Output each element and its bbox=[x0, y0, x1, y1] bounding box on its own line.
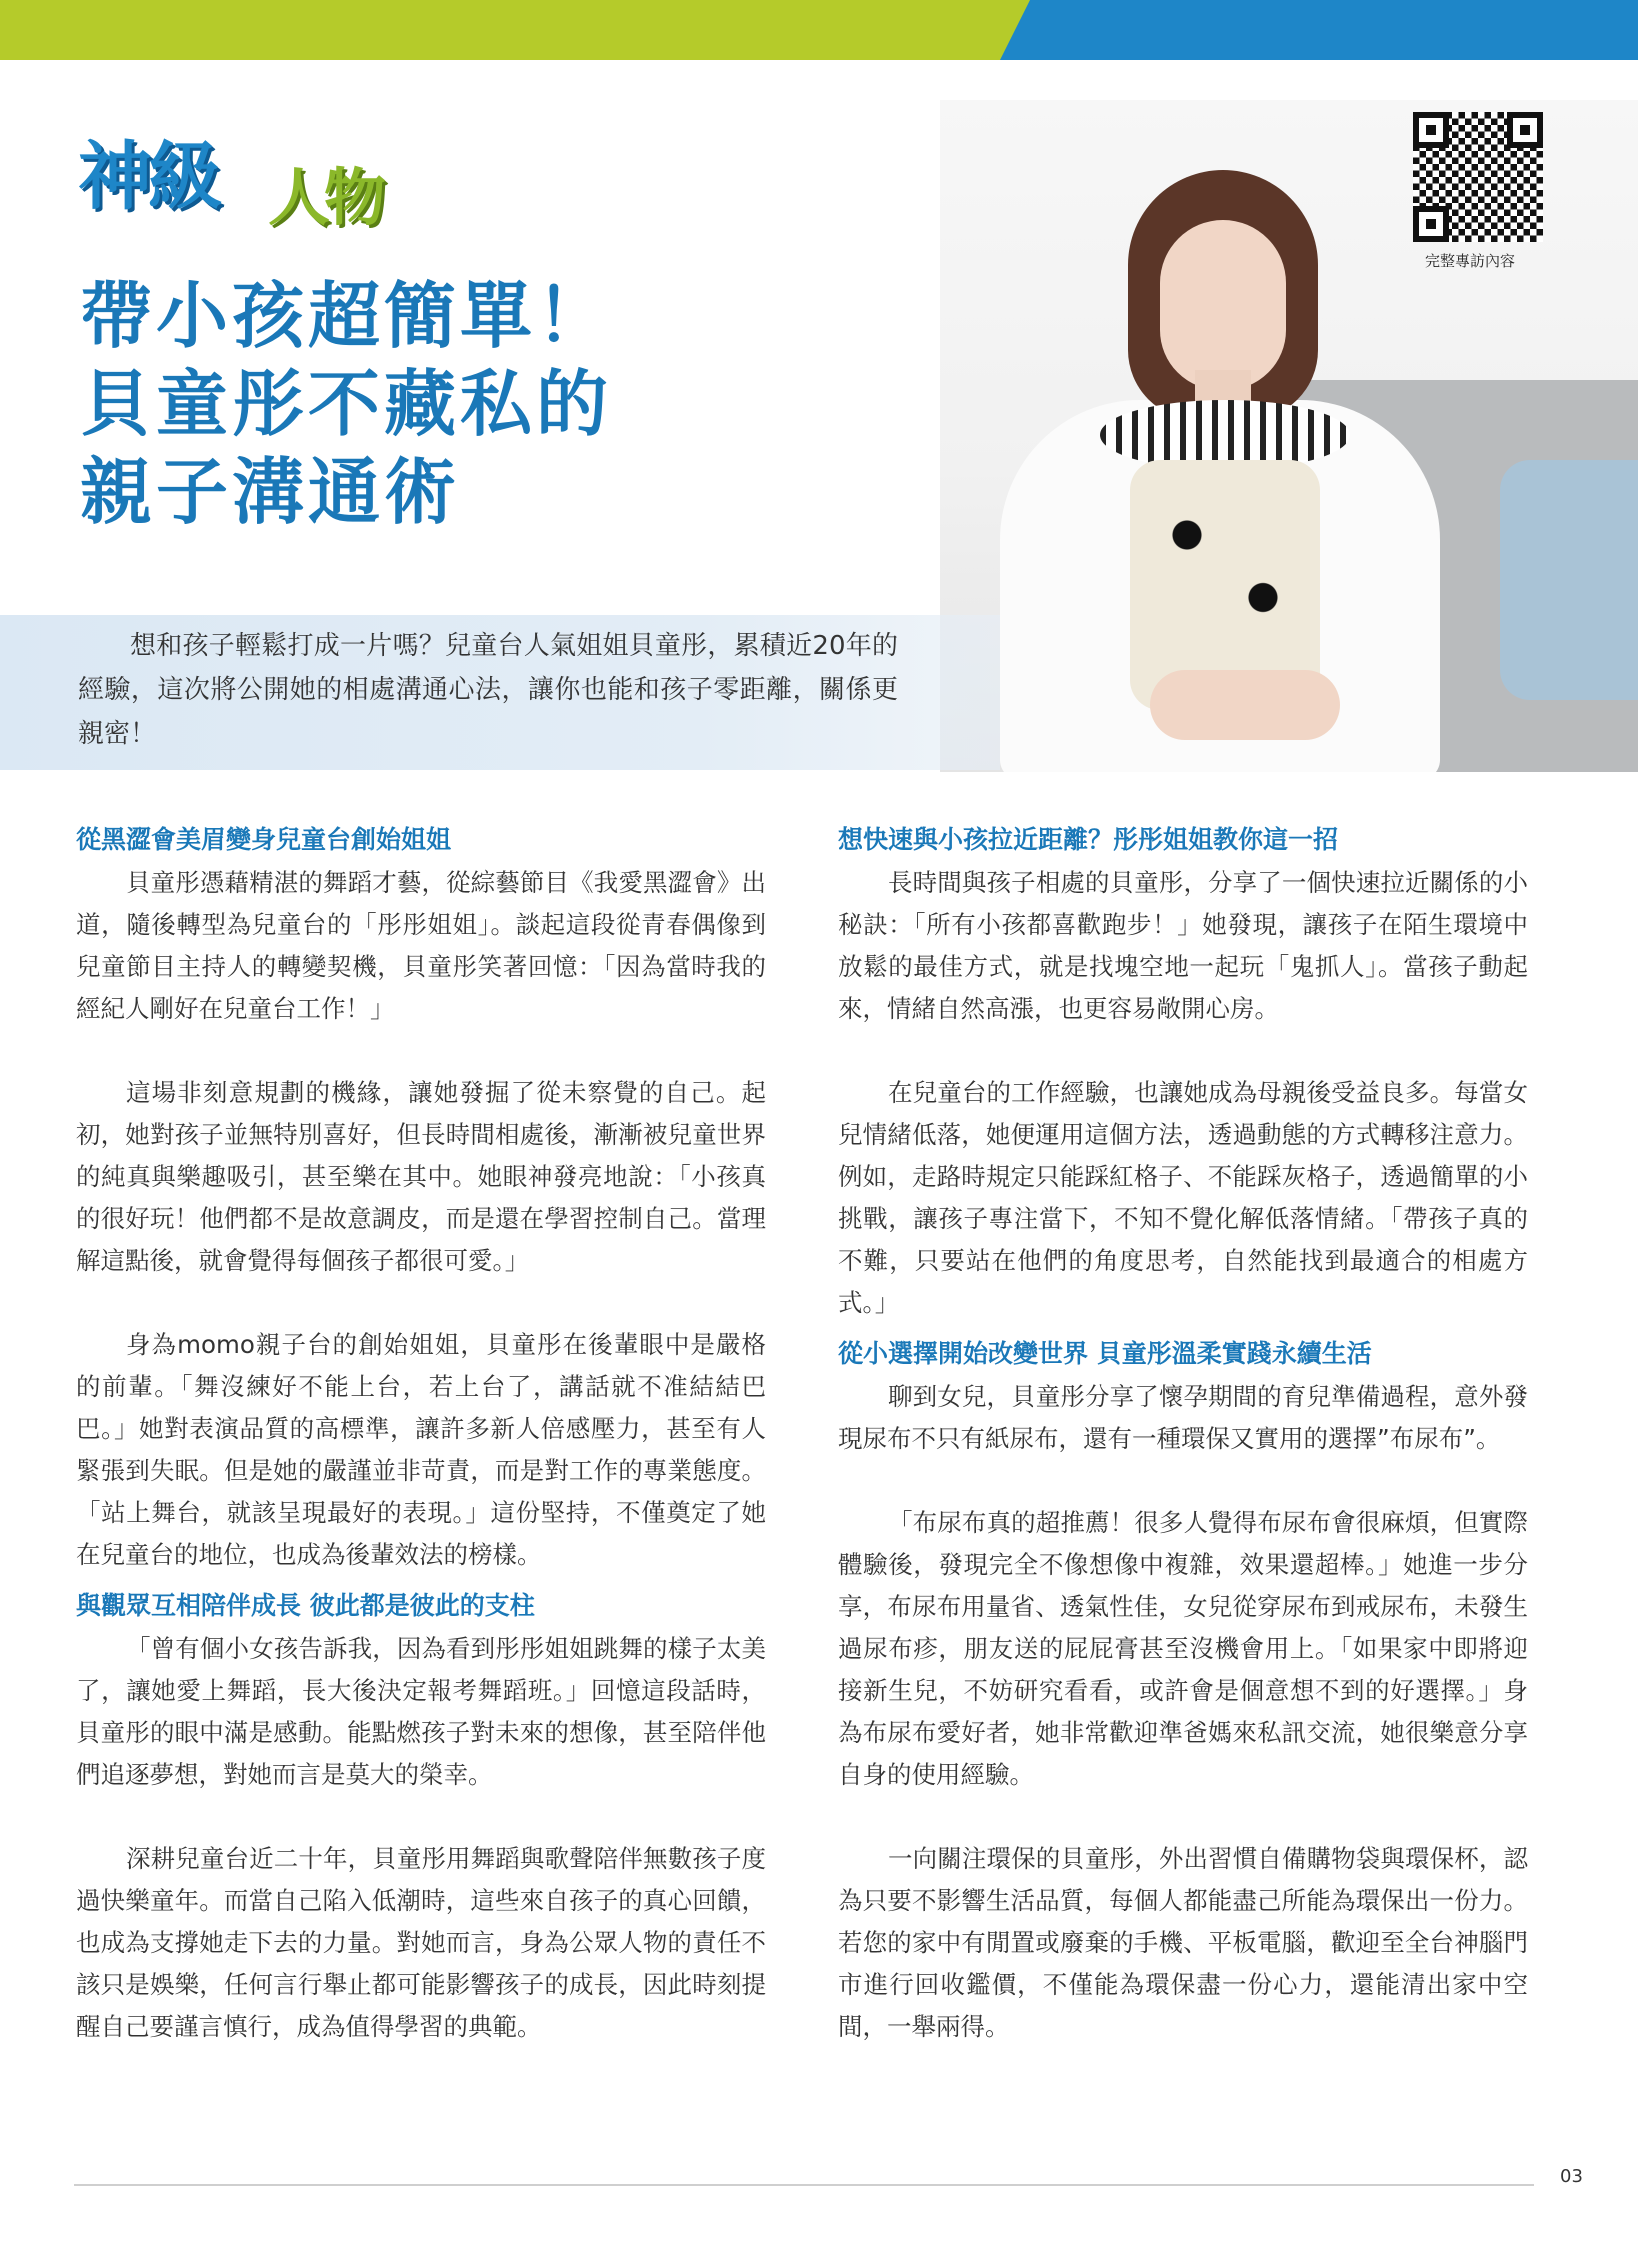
left-paragraph-1: 貝童彤憑藉精湛的舞蹈才藝，從綜藝節目《我愛黑澀會》出道，隨後轉型為兒童台的「彤彤姐姐」。談起這段從青春偶像到兒童節目主持人的轉變契機，貝童彤笑著回憶：「因為當時我的經紀人剛好在兒童台工作！」 bbox=[76, 868, 766, 1023]
right-section-heading-1: 想快速與小孩拉近距離？彤彤姐姐教你這一招 bbox=[838, 825, 1339, 854]
left-paragraph-3: 身為momo親子台的創始姐姐，貝童彤在後輩眼中是嚴格的前輩。「舞沒練好不能上台，若上台了，講話就不准結結巴巴。」她對表演品質的高標準，讓許多新人倍感壓力，甚至有人緊張到失眠。但是她的嚴謹並非苛責，而是對工作的專業態度。「站上舞台，就該呈現最好的表現。」這份堅持，不僅奠定了她在兒童台的地位，也成為後輩效法的榜樣。 bbox=[76, 1330, 766, 1569]
top-band-green bbox=[0, 0, 1030, 60]
qr-finder-top-left bbox=[1413, 112, 1449, 148]
right-paragraph-1: 長時間與孩子相處的貝童彤，分享了一個快速拉近關係的小秘訣：「所有小孩都喜歡跑步！」她發現，讓孩子在陌生環境中放鬆的最佳方式，就是找塊空地一起玩「鬼抓人」。當孩子動起來，情緒自然高漲，也更容易敞開心房。 bbox=[838, 868, 1528, 1023]
brand-part1: 神級 bbox=[78, 134, 218, 220]
qr-code-icon[interactable] bbox=[1413, 112, 1543, 242]
left-paragraph-4: 「曾有個小女孩告訴我，因為看到彤彤姐姐跳舞的樣子太美了，讓她愛上舞蹈，長大後決定報考舞蹈班。」回憶這段話時，貝童彤的眼中滿是感動。能點燃孩子對未來的想像，甚至陪伴他們追逐夢想，對她而言是莫大的榮幸。 bbox=[76, 1634, 766, 1789]
left-column bbox=[76, 820, 766, 2090]
brand-part2: 人物 bbox=[268, 161, 381, 234]
left-paragraph-5: 深耕兒童台近二十年，貝童彤用舞蹈與歌聲陪伴無數孩子度過快樂童年。而當自己陷入低潮時，這些來自孩子的真心回饋，也成為支撐她走下去的力量。對她而言，身為公眾人物的責任不該只是娛樂，任何言行舉止都可能影響孩子的成長，因此時刻提醒自己要謹言慎行，成為值得學習的典範。 bbox=[76, 1844, 766, 2041]
right-paragraph-3: 聊到女兒，貝童彤分享了懷孕期間的育兒準備過程，意外發現尿布不只有紙尿布，還有一種環保又實用的選擇”布尿布”。 bbox=[838, 1382, 1528, 1453]
face-shape bbox=[1160, 220, 1286, 390]
qr-finder-top-right bbox=[1507, 112, 1543, 148]
top-band-blue bbox=[1000, 0, 1638, 60]
brand-logo bbox=[78, 118, 398, 234]
page-number: 03 bbox=[1560, 2166, 1583, 2187]
left-section-heading-2: 與觀眾互相陪伴成長 彼此都是彼此的支柱 bbox=[76, 1591, 535, 1620]
footer-divider bbox=[74, 2184, 1534, 2186]
qr-caption: 完整專訪內容 bbox=[1425, 252, 1516, 270]
right-paragraph-2: 在兒童台的工作經驗，也讓她成為母親後受益良多。每當女兒情緒低落，她便運用這個方法，透過動態的方式轉移注意力。例如，走路時規定只能踩紅格子、不能踩灰格子，透過簡單的小挑戰，讓孩子專注當下，不知不覺化解低落情緒。「帶孩子真的不難，只要站在他們的角度思考，自然能找到最適合的相處方式。」 bbox=[838, 1078, 1528, 1317]
headline-line1: 帶小孩超簡單！ bbox=[80, 273, 613, 358]
headline-line3: 親子溝通術 bbox=[80, 449, 461, 534]
qr-finder-bottom-left bbox=[1413, 206, 1449, 242]
right-column bbox=[838, 820, 1528, 2090]
headline bbox=[80, 272, 800, 536]
left-paragraph-2: 這場非刻意規劃的機緣，讓她發掘了從未察覺的自己。起初，她對孩子並無特別喜好，但長時間相處後，漸漸被兒童世界的純真與樂趣吸引，甚至樂在其中。她眼神發亮地說：「小孩真的很好玩！他們都不是故意調皮，而是還在學習控制自己。當理解這點後，就會覺得每個孩子都很可愛。」 bbox=[76, 1078, 766, 1275]
right-section-heading-2: 從小選擇開始改變世界 貝童彤溫柔實踐永續生活 bbox=[838, 1339, 1372, 1368]
pillow-shape bbox=[1500, 460, 1638, 700]
headline-line2: 貝童彤不藏私的 bbox=[80, 361, 613, 446]
right-paragraph-4: 「布尿布真的超推薦！很多人覺得布尿布會很麻煩，但實際體驗後，發現完全不像想像中複雜，效果還超棒。」她進一步分享，布尿布用量省、透氣性佳，女兒從穿尿布到戒尿布，未發生過尿布疹，朋友送的屁屁膏甚至沒機會用上。「如果家中即將迎接新生兒，不妨研究看看，或許會是個意想不到的好選擇。」身為布尿布愛好者，她非常歡迎準爸媽來私訊交流，她很樂意分享自身的使用經驗。 bbox=[838, 1508, 1528, 1789]
hands-shape bbox=[1150, 670, 1340, 740]
intro-text: 想和孩子輕鬆打成一片嗎？兒童台人氣姐姐貝童彤，累積近20年的經驗，這次將公開她的相處溝通心法，讓你也能和孩子零距離，關係更親密！ bbox=[78, 631, 898, 749]
left-section-heading-1: 從黑澀會美眉變身兒童台創始姐姐 bbox=[76, 825, 452, 854]
right-paragraph-5: 一向關注環保的貝童彤，外出習慣自備購物袋與環保杯，認為只要不影響生活品質，每個人都能盡己所能為環保出一份力。若您的家中有閒置或廢棄的手機、平板電腦，歡迎至全台神腦門市進行回收鑑價，不僅能為環保盡一份心力，還能清出家中空間，一舉兩得。 bbox=[838, 1844, 1528, 2041]
